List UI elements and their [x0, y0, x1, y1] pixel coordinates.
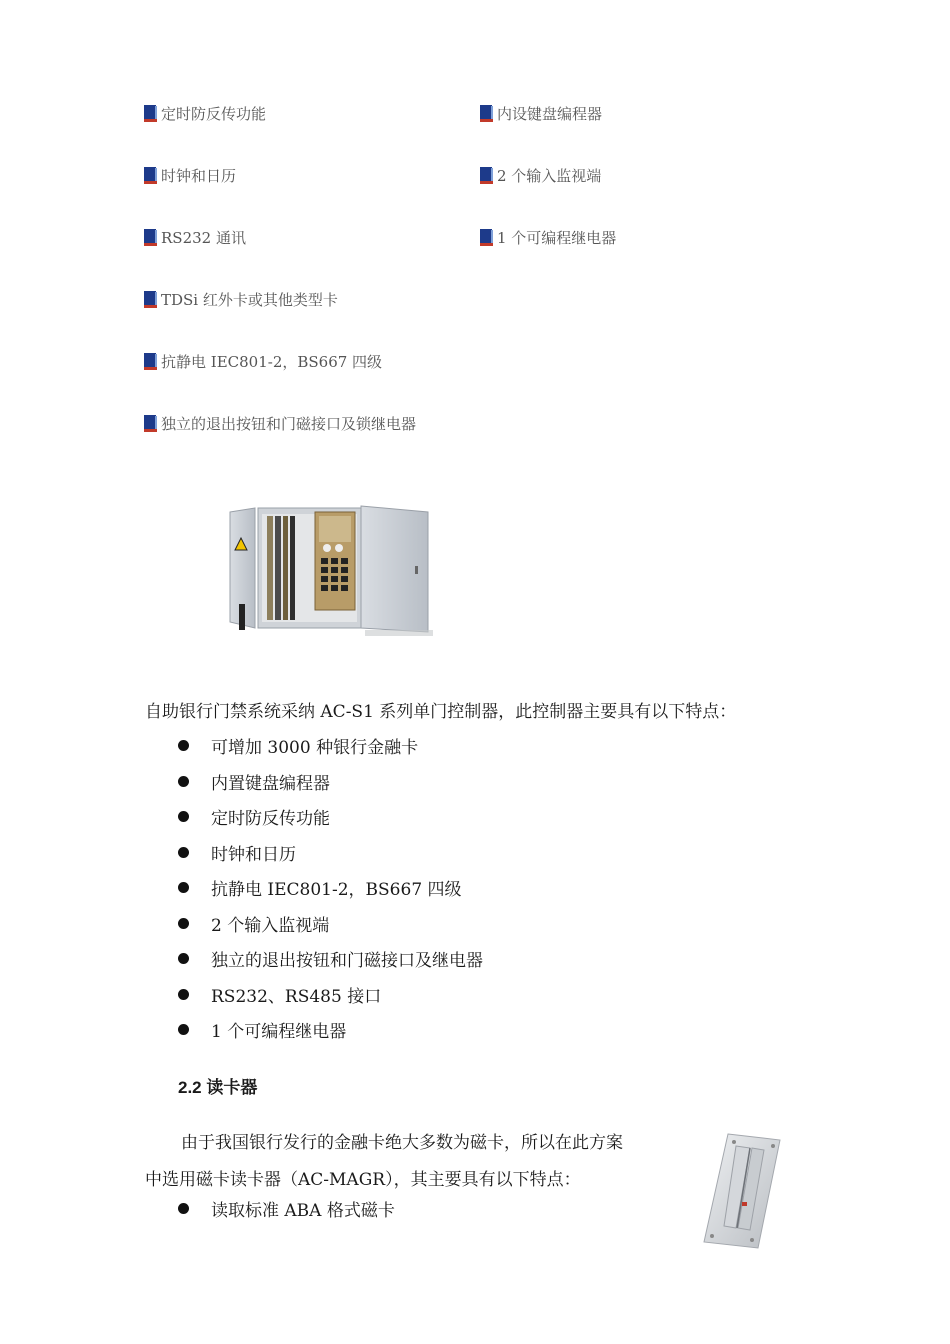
feature-item [143, 351, 382, 372]
list-item: 定时防反传功能 [178, 799, 483, 835]
book-icon [479, 167, 494, 184]
bullet-dot-icon [178, 740, 189, 751]
book-icon [479, 229, 494, 246]
reader-paragraph: 由于我国银行发行的金融卡绝大多数为磁卡，所以在此方案 中选用磁卡读卡器（AC-MAGR），其主要具有以下特点： [145, 1133, 623, 1190]
feature-label: 定时防反传功能 [161, 105, 267, 123]
book-icon [143, 415, 158, 432]
controller-cabinet-image [225, 500, 440, 645]
feature-label: 独立的退出按钮和门磁接口及锁继电器 [161, 415, 417, 433]
bullet-dot-icon [178, 811, 189, 822]
book-icon [143, 353, 158, 370]
feature-label: 内设键盘编程器 [497, 105, 603, 123]
list-item: 内置键盘编程器 [178, 764, 483, 800]
book-icon [143, 291, 158, 308]
bullet-dot-icon [178, 918, 189, 929]
list-item: 时钟和日历 [178, 835, 483, 871]
feature-item [143, 103, 266, 124]
section-heading: 2.2 读卡器 [178, 1078, 258, 1097]
feature-item [479, 103, 602, 124]
feature-item [143, 413, 416, 434]
bullet-dot-icon [178, 776, 189, 787]
controller-feature-list [178, 728, 483, 1048]
feature-item [143, 289, 338, 310]
bullet-dot-icon [178, 847, 189, 858]
feature-item [479, 227, 616, 248]
book-icon [143, 167, 158, 184]
card-reader-image [700, 1132, 782, 1252]
book-icon [143, 105, 158, 122]
feature-label: 时钟和日历 [161, 167, 237, 185]
bullet-dot-icon [178, 1024, 189, 1035]
feature-item [143, 227, 246, 248]
feature-label: RS232 通讯 [161, 229, 246, 247]
feature-label: TDSi 红外卡或其他类型卡 [161, 291, 338, 309]
feature-label: 抗静电 IEC801-2，BS667 四级 [161, 353, 383, 371]
book-icon [143, 229, 158, 246]
list-item: 可增加 3000 种银行金融卡 [178, 728, 483, 764]
list-item: 独立的退出按钮和门磁接口及继电器 [178, 941, 483, 977]
controller-intro: 自助银行门禁系统采纳 AC-S1 系列单门控制器，此控制器主要具有以下特点： [145, 702, 737, 722]
book-icon [479, 105, 494, 122]
bullet-dot-icon [178, 882, 189, 893]
bullet-dot-icon [178, 989, 189, 1000]
feature-item [143, 165, 236, 186]
bullet-dot-icon [178, 1203, 189, 1214]
bullet-dot-icon [178, 953, 189, 964]
feature-item [479, 165, 601, 186]
list-item: 1 个可编程继电器 [178, 1012, 483, 1048]
list-item: 2 个输入监视端 [178, 906, 483, 942]
list-item: RS232、RS485 接口 [178, 977, 483, 1013]
feature-label: 1 个可编程继电器 [497, 229, 617, 247]
list-item: 抗静电 IEC801-2，BS667 四级 [178, 870, 483, 906]
list-item: 读取标准 ABA 格式磁卡 [178, 1196, 395, 1221]
feature-label: 2 个输入监视端 [497, 167, 602, 185]
